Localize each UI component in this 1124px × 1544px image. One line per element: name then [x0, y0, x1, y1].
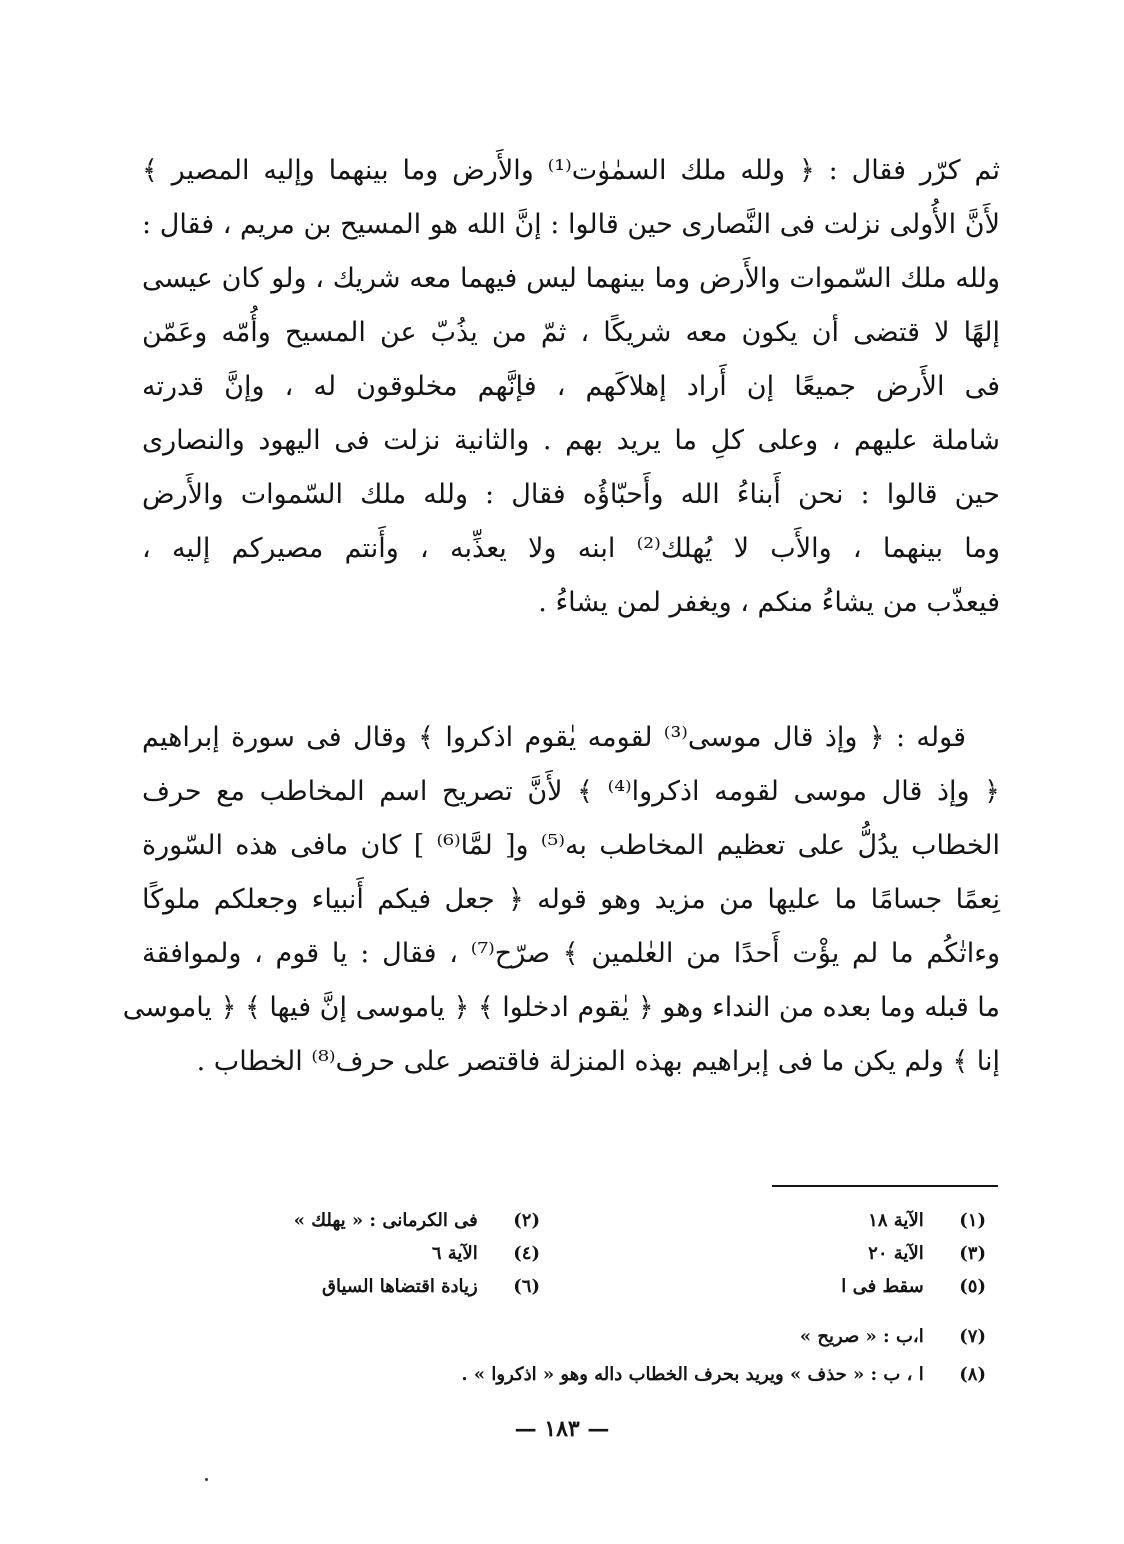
- footnote-8: [461, 1361, 986, 1389]
- text-line: إلهًا لا قتضى أن يكون معه شريكًا ، ثمّ من يذُبّ عن المسيح وأُمّه وعَمّن: [142, 317, 1000, 348]
- text-line: حين قالوا : نحن أَبناءُ الله وأَحبّاؤُه فقال : ولله ملك السّموات والأَرض: [142, 479, 1000, 510]
- footnote-2: [294, 1207, 540, 1235]
- footnote-5: [841, 1273, 986, 1301]
- footnote-text: ا ، ب : « حذف » ويريد بحرف الخطاب داله وهو « اذكروا » .: [461, 1364, 924, 1385]
- footnote-text: ا،ب : « صريح »: [799, 1326, 924, 1347]
- text-line: ما قبله وما بعده من النداء وهو ﴿ يٰقوم ادخلوا ﴾ ﴿ ياموسى إنَّ فيها ﴾ ﴿ ياموسى: [122, 992, 1000, 1023]
- footnote-divider: [772, 1185, 998, 1187]
- footnote-text: الآية ٦: [431, 1243, 478, 1264]
- footnote-text: الآية ١٨: [868, 1210, 924, 1231]
- footnote-text: فى الكرمانى : « يهلك »: [293, 1210, 478, 1231]
- footnote-number: (٥): [959, 1276, 986, 1297]
- footnote-4: [432, 1240, 540, 1268]
- text-line: وما بينهما ، والأَب لا يُهلك⁽²⁾ ابنه ولا يعذِّبه ، وأَنتم مصيركم إليه ،: [142, 533, 1000, 564]
- text-line: الخطاب يدُلُّ على تعظيم المخاطب به⁽⁵⁾ و[ لمَّا⁽⁶⁾ ] كان مافى هذه السّورة: [142, 830, 1001, 861]
- paragraph-2: [122, 711, 1001, 1089]
- text-line: شاملة عليهم ، وعلى كلِ ما يريد بهم . والثانية نزلت فى اليهود والنصارى: [142, 425, 1000, 456]
- footnote-text: سقط فى ا: [841, 1276, 924, 1297]
- text-line: ﴿ وإذ قال موسى لقومه اذكروا⁽⁴⁾ ﴾ لأَنَّ تصريح اسم المخاطب مع حرف: [142, 776, 1000, 807]
- scan-speck: [205, 1478, 208, 1481]
- footnote-text: الآية ٢٠: [868, 1243, 924, 1264]
- footnote-7: [800, 1323, 986, 1351]
- text-line: ثم كرّر فقال : ﴿ ولله ملك السمٰوٰت⁽¹⁾ والأَرض وما بينهما وإليه المصير ﴾: [142, 155, 1000, 186]
- text-line: قوله : ﴿ وإذ قال موسى⁽³⁾ لقومه يٰقوم اذكروا ﴾ وقال فى سورة إبراهيم: [142, 722, 966, 753]
- footnote-text: زيادة اقتضاها السياق: [322, 1276, 478, 1297]
- footnote-number: (٢): [513, 1210, 540, 1231]
- footnote-number: (٤): [513, 1243, 540, 1264]
- footnote-1: [868, 1207, 986, 1235]
- text-line: نِعمًا جسامًا ما عليها من مزيد وهو قوله ﴿ جعل فيكم أَنبياء وجعلكم ملوكًا: [142, 884, 1000, 915]
- page-number: — ١٨٣ —: [514, 1416, 610, 1442]
- text-line: لأَنَّ الأُولى نزلت فى النَّصارى حين قالوا : إنَّ الله هو المسيح بن مريم ، فقال :: [142, 209, 1000, 240]
- text-line: إنا ﴾ ولم يكن ما فى إبراهيم بهذه المنزلة فاقتصر على حرف⁽⁸⁾ الخطاب .: [196, 1046, 1000, 1077]
- footnote-number: (٧): [959, 1326, 986, 1347]
- text-line: وءاتٰكُم ما لم يؤْت أَحدًا من العٰلمين ﴾ صرّح⁽⁷⁾ ، فقال : يا قوم ، ولموافقة: [142, 938, 1000, 969]
- footnote-6: [322, 1273, 540, 1301]
- text-line: فى الأَرض جميعًا إن أَراد إهلاكَهم ، فإنَّهم مخلوقون له ، وإنَّ قدرته: [142, 371, 1000, 402]
- footnote-number: (٦): [513, 1276, 540, 1297]
- paragraph-1: [142, 144, 1000, 630]
- footnote-number: (٨): [959, 1364, 986, 1385]
- footnote-number: (٣): [959, 1243, 986, 1264]
- footnote-number: (١): [959, 1210, 986, 1231]
- text-line: فيعذّب من يشاءُ منكم ، ويغفر لمن يشاءُ .: [538, 587, 1000, 618]
- text-line: ولله ملك السّموات والأَرض وما بينهما ليس فيهما معه شريك ، ولو كان عيسى: [142, 263, 1000, 294]
- footnote-3: [868, 1240, 986, 1268]
